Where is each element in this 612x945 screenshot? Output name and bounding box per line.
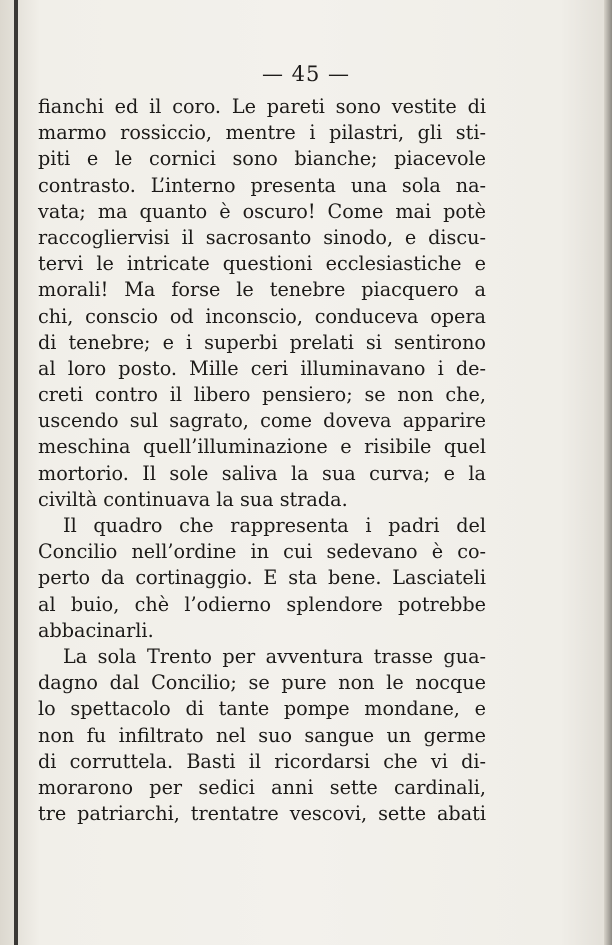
body-text (38, 94, 486, 827)
text-line: marmo rossiccio, mentre i pilastri, gli sti- (38, 121, 486, 145)
text-line: meschina quell’illuminazione e risibile quel (38, 435, 486, 459)
text-line: non fu infiltrato nel suo sangue un germe (38, 723, 486, 747)
text-line: fianchi ed il coro. Le pareti sono vestite di (38, 95, 486, 118)
text-line: creti contro il libero pensiero; se non che, (38, 383, 486, 407)
text-line: contrasto. L’interno presenta una sola na- (38, 173, 486, 197)
text-line: abbacinarli. (38, 618, 154, 642)
text-line: Concilio nell’ordine in cui sedevano è co- (38, 540, 486, 564)
text-line: lo spettacolo di tante pompe mondane, e (38, 697, 486, 721)
page-edge (604, 0, 612, 945)
text-line: morali! Ma forse le tenebre piacquero a (38, 278, 486, 302)
text-line: di corruttela. Basti il ricordarsi che vi di- (38, 749, 486, 773)
text-line: tervi le intricate questioni ecclesiastiche e (38, 252, 486, 276)
text-line: raccogliervisi il sacrosanto sinodo, e discu- (38, 225, 486, 249)
text-line: al buio, chè l’odierno splendore potrebbe (38, 592, 486, 616)
text-line: di tenebre; e i superbi prelati si sentirono (38, 330, 486, 354)
text-line: La sola Trento per avventura trasse gua- (63, 644, 486, 668)
text-line: al loro posto. Mille ceri illuminavano i de- (38, 356, 486, 380)
text-line: uscendo sul sagrato, come doveva apparire (38, 409, 486, 433)
text-line: piti e le cornici sono bianche; piacevole (38, 147, 486, 171)
text-line: chi, conscio od inconscio, conduceva opera (38, 304, 486, 328)
text-line: tre patriarchi, trentatre vescovi, sette abati (38, 802, 486, 826)
text-line: vata; ma quanto è oscuro! Come mai potè (38, 199, 486, 223)
text-line: mortorio. Il sole saliva la sua curva; e la (38, 461, 486, 485)
text-line: morarono per sedici anni sette cardinali, (38, 775, 486, 799)
text-line: civiltà continuava la sua strada. (38, 487, 348, 511)
text-line: Il quadro che rappresenta i padri del (63, 514, 486, 537)
page-number: — 45 — (261, 62, 351, 86)
binding-edge (14, 0, 18, 945)
text-line: perto da cortinaggio. E sta bene. Lasciateli (38, 566, 486, 590)
text-line: dagno dal Concilio; se pure non le nocque (38, 671, 486, 695)
